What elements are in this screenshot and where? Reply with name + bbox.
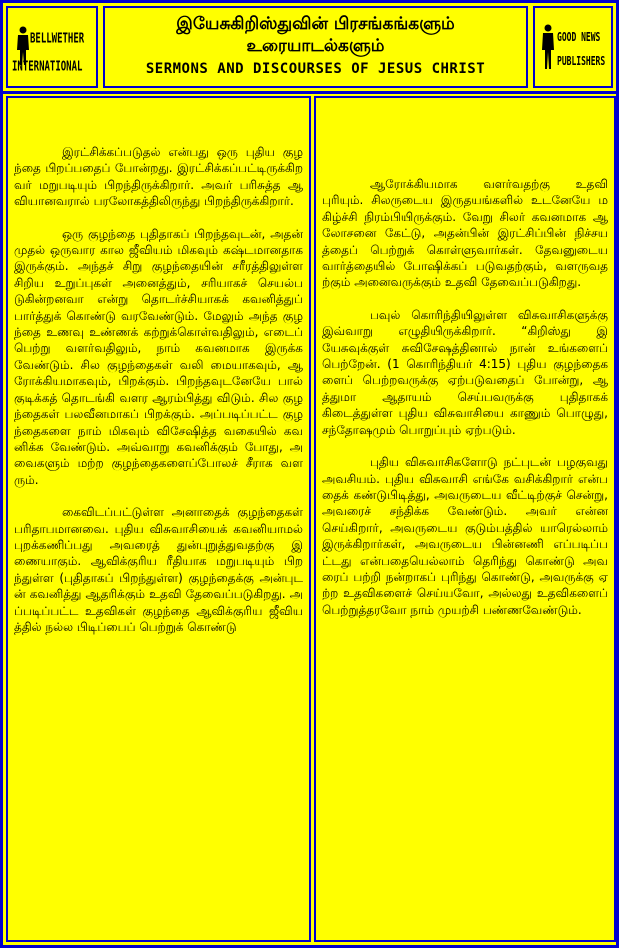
left-paragraph-2: ஒரு குழந்தை புதிதாகப் பிறந்தவுடன், அதன் முதல் ஒருவார கால ஜீவியம் மிகவும் கஷ்டமானதாக இருக்கும். அந்தச் சிறு குழந்தையின் சரீரத்திலுள்ள சிறிய உறுப்புகள் அனைத்தும், சரியாகச் செயல்படுகின்றனவா என்று தொடர்ச்சியாகக் கவனித்துப் பார்த்துக் கொண்டு வரவேண்டும். மேலும் அந்த குழந்தை உணவு உண்ணக் கற்றுக்கொள்வதிலும், எடைப் பெற்று வளர்வதிலும், நாம் கவனமாக இருக்க வேண்டும். சில குழந்தைகள் வலி மையாகவும், ஆரோக்கியமாகவும், பிறக்கும். பிறந்தவுடனேயே பால் குடிக்கத் தொடங்கி வளர ஆரம்பித்து விடும். சில குழந்தைகள் பலவீனமாகப் பிறக்கும். அப்படிப்பட்ட குழந்தைகளை நாம் மிகவும் விசேஷித்த வகையில் கவனிக்க வேண்டும். அவ்வாறு கவனிக்கும் போது, அவைகளும் மற்ற குழந்தைகளைப்போலச் சீராக வளரும்.	[14, 226, 303, 487]
left-paragraph-3: கைவிடப்பட்டுள்ள அனாதைக் குழந்தைகள் பரிதாபமானவை. புதிய விசுவாசியைக் கவனியாமல் புறக்கணிப்பது அவரைத் துன்புறுத்துவதற்கு இணையாகும். ஆவிக்குரிய ரீதியாக மறுபடியும் பிறந்துள்ள (புதிதாகப் பிறந்துள்ள) குழந்தைக்கு அன்புடன் கவனித்து ஆதரிக்கும் உதவி தேவைப்படுகிறது. அப்படிப்பட்ட உதவிகள் குழந்தை ஆவிக்குரிய ஜீவியத்தில் நல்ல பிடிப்பைப் பெற்றுக் கொண்டு	[14, 505, 303, 634]
right-logo-line1: GOOD NEWS	[557, 30, 601, 45]
left-column	[6, 96, 311, 942]
left-paragraph-1: இரட்சிக்கப்படுதல் என்பது ஒரு புதிய குழந்தை பிறப்பதைப் போன்றது. இரட்சிக்கப்பட்டிருக்கிறவர் மறுபடியும் பிறந்திருக்கிறார். அவர் பரிசுத்த ஆவியானவரால் பரலோகத்திலிருந்து பிறந்திருக்கிறார்.	[14, 145, 303, 209]
right-paragraph-3: புதிய விசுவாசிகளோடு நட்புடன் பழகுவது அவசியம். புதிய விசுவாசி எங்கே வசிக்கிறார் என்பதைக் கண்டுபிடித்து, அவருடைய வீட்டிற்குச் சென்று, அவரைச் சந்திக்க வேண்டும். அவர் என்ன செய்கிறார், அவருடைய குடும்பத்தில் யாரெல்லாம் இருக்கிறார்கள், அவருடைய பின்னணி எப்படிப்பட்டது என்பதையெல்லாம் தெரிந்து கொண்டு அவரைப் பற்றி நன்றாகப் புரிந்து கொண்டு, அவருக்கு ஏற்ற உதவிகளைச் செய்யவோ, அல்லது உதவிகளைப் பெற்றுத்தரவோ நாம் முயற்சி பண்ணவேண்டும்.	[322, 455, 608, 617]
title-english: SERMONS AND DISCOURSES OF JESUS CHRIST	[145, 61, 486, 77]
title-block	[103, 6, 528, 88]
standing-figure-icon	[539, 24, 557, 70]
right-column	[314, 96, 616, 942]
title-tamil-line2: உரையாடல்களும்	[246, 36, 385, 56]
right-paragraph-2: பவுல் கொரிந்தியிலுள்ள விசுவாசிகளுக்கு இவ்வாறு எழுதியிருக்கிறார். “கிறிஸ்து இயேசுவுக்குள் சுவிசேஷத்தினால் நான் உங்களைப் பெற்றேன். (1 கொரிந்தியர் 4:15) புதிய குழந்தைகளைப் பெற்றவருக்கு ஏற்படுவதைப் போன்று, ஆத்துமா ஆதாயம் செய்பவருக்கு புதிதாகக் கிடைத்துள்ள புதிய விசுவாசியை காணும் பொழுது, சந்தோஷமும் பொறுப்பும் ஏற்படும்.	[322, 307, 608, 437]
left-logo-line1: BELLWETHER	[30, 32, 85, 47]
good-news-logo	[533, 6, 613, 88]
header	[3, 3, 616, 94]
left-logo-line2: INTERNATIONAL	[12, 60, 83, 75]
title-tamil-line1: இயேசுகிறிஸ்துவின் பிரசங்கங்களும்	[176, 14, 455, 34]
right-logo-line2: PUBLISHERS	[557, 54, 606, 69]
right-paragraph-1: ஆரோக்கியமாக வளர்வதற்கு உதவி புரியும். சிலருடைய இருதயங்களில் உடனேயே மகிழ்ச்சி நிரம்பியிருக்கும். வேறு சிலர் கவனமாக ஆலோசனை கேட்டு, அதன்பின் இரட்சிப்பின் நிச்சயத்தைப் பெற்றுக் கொள்ளுவார்கள். தேவனுடைய வார்த்தையில் போஷிக்கப் படுவதற்கும், வளருவதற்கும் அனைவருக்கும் உதவி தேவைப்படுகிறது.	[322, 177, 608, 290]
bellwether-logo	[6, 6, 98, 88]
